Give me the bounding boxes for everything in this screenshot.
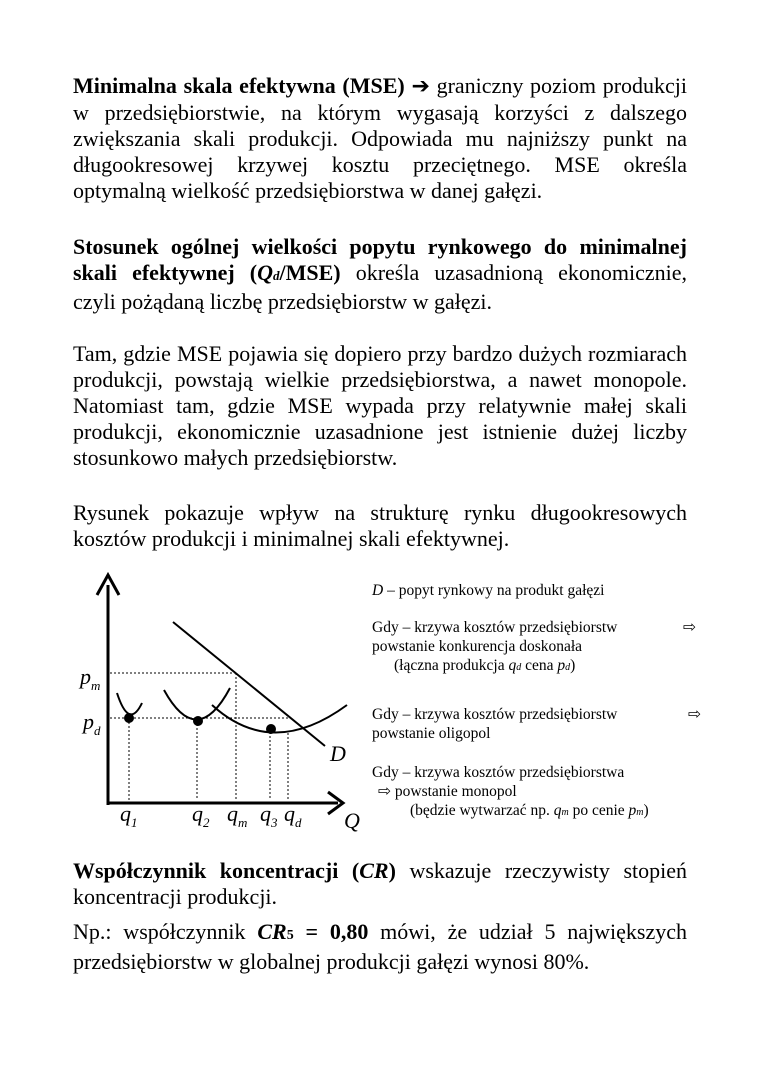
- guide-lines: [110, 673, 288, 800]
- paragraph-figure-intro: Rysunek pokazuje wpływ na strukturę rynku długookresowych kosztów produkcji i minimalnej skali efektywnej.: [73, 500, 687, 551]
- ratio-term-b: /MSE): [279, 260, 341, 285]
- q1-label: $q_1$: [120, 801, 138, 830]
- price-pm-label: $p_m$: [80, 664, 101, 693]
- paragraph-market-structure: Tam, gdzie MSE pojawia się dopiero przy bardzo dużych rozmiarach produkcji, powstają wielkie przedsiębiorstwa, a nawet monopole. Natomiast tam, gdzie MSE wypada przy relatywnie małej skali produkcji, ekonomicznie uzasadnione jest istnienie dużej liczby stosunkowo małych przedsiębiorstw.: [73, 341, 687, 470]
- q2-label: $q_2$: [192, 801, 210, 830]
- legend-monopoly: Gdy – krzywa kosztów przedsiębiorstwa ⇨ powstanie monopol (będzie wytwarzać np. qm po cenie pm): [372, 764, 649, 819]
- legend-perfect-competition: Gdy – krzywa kosztów przedsiębiorstw ⇨ powstanie konkurencja doskonała (łączna produkcja qd cena pd): [372, 618, 696, 674]
- legend-oligopoly: Gdy – krzywa kosztów przedsiębiorstw ⇨ powstanie oligopol: [372, 705, 701, 742]
- paragraph-concentration-ratio: Współczynnik koncentracji (CR) wskazuje rzeczywisty stopień koncentracji produkcji.: [73, 858, 687, 909]
- mse-point-large: [266, 724, 276, 734]
- price-pd-label: $p_d$: [83, 709, 101, 738]
- mse-point-medium: [193, 716, 203, 726]
- ratio-term-a: Stosunek ogólnej wielkości popytu rynkowego do minimalnej skali efektywnej (: [73, 234, 687, 285]
- cost-curve-medium: [164, 688, 230, 720]
- legend-demand: D – popyt rynkowy na produkt gałęzi: [372, 582, 605, 599]
- qm-label: $q_m$: [227, 801, 248, 830]
- qd-label: $q_d$: [284, 801, 302, 830]
- q3-label: $q_3$: [260, 801, 278, 830]
- mse-term: Minimalna skala efektywna (MSE): [73, 73, 405, 98]
- demand-label: D: [330, 741, 346, 766]
- q-axis-label: Q: [344, 808, 360, 833]
- right-arrow-icon: ➔: [411, 74, 430, 99]
- cost-curve-small: [117, 693, 142, 714]
- qd-subscript: d: [273, 268, 280, 283]
- hollow-arrow-icon: ⇨: [683, 618, 696, 636]
- mse-point-small: [124, 713, 134, 723]
- qd-symbol: Q: [257, 260, 274, 285]
- paragraph-cr5-example: Np.: współczynnik CR5 = 0,80 mówi, że udział 5 największych przedsiębiorstw w globalnej produkcji gałęzi wynosi 80%.: [73, 919, 687, 974]
- mse-definition-text: graniczny poziom produkcji w przedsiębiorstwie, na którym wygasają korzyści z dalszego zwiększania skali produkcji. Odpowiada mu najniższy punkt na długookresowej krzywej kosztu przeciętnego. MSE określa optymalną wielkość przedsiębiorstwa w danej gałęzi.: [73, 73, 688, 203]
- hollow-arrow-icon: ⇨: [378, 782, 391, 800]
- hollow-arrow-icon: ⇨: [688, 705, 701, 723]
- ratio-text: określa uzasadnioną ekonomicznie, czyli pożądaną liczbę przedsiębiorstw w gałęzi.: [73, 260, 688, 314]
